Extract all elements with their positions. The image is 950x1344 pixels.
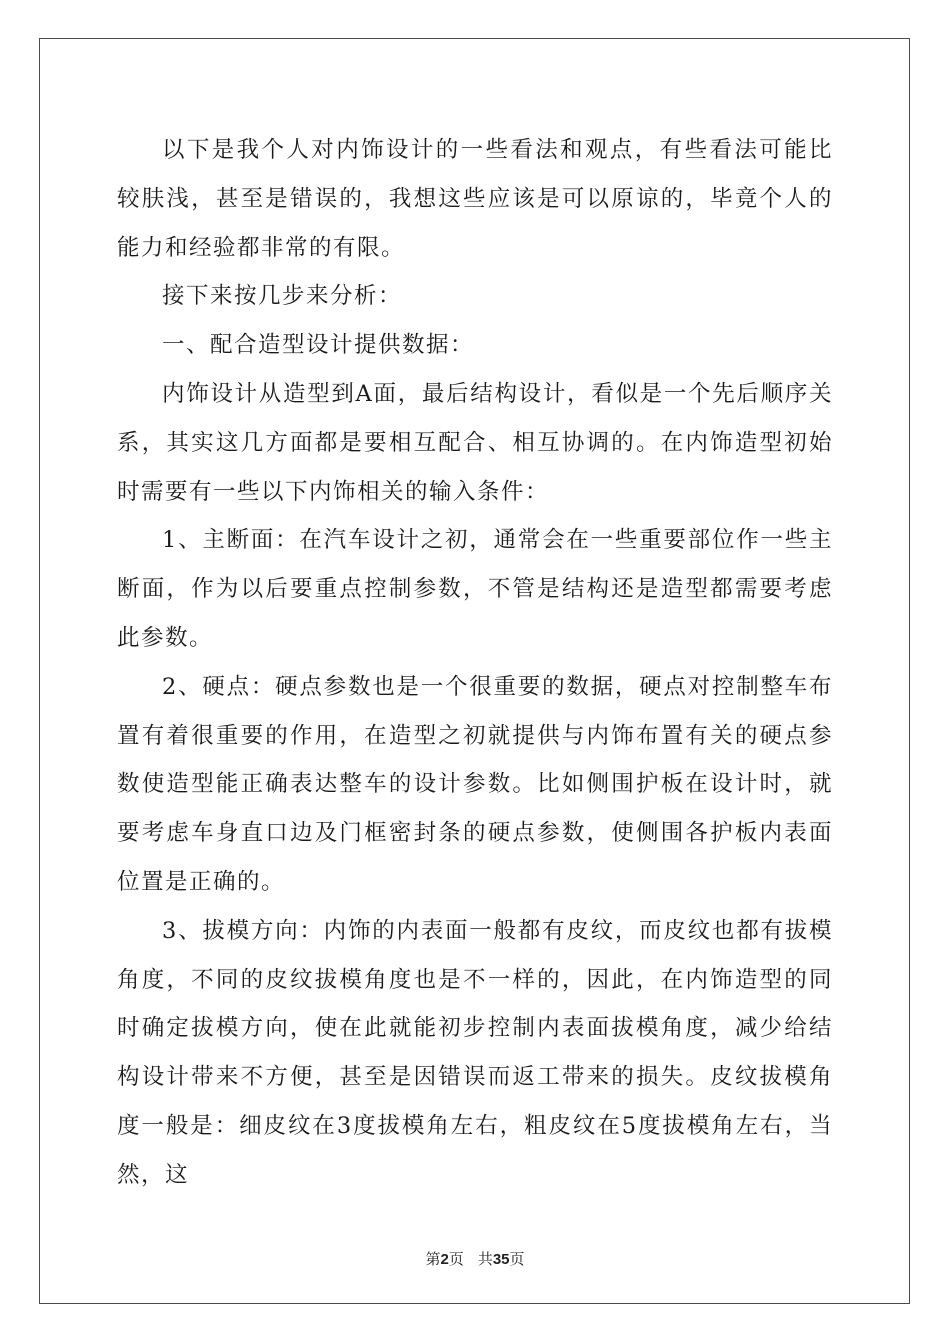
paragraph-hard-points: 2、硬点：硬点参数也是一个很重要的数据，硬点对控制整车布置有着很重要的作用，在造型之初就提供与内饰布置有关的硬点参数使造型能正确表达整车的设计参数。比如侧围护板在设计时，就要考虑车身直口边及门框密封条的硬点参数，使侧围各护板内表面位置是正确的。 <box>117 673 833 895</box>
document-body <box>117 126 833 1200</box>
paragraph-design-flow: 内饰设计从造型到A面，最后结构设计，看似是一个先后顺序关系，其实这几方面都是要相互配合、相互协调的。在内饰造型初始时需要有一些以下内饰相关的输入条件： <box>117 380 833 505</box>
total-prefix: 共 <box>477 1250 493 1268</box>
paragraph-intro: 以下是我个人对内饰设计的一些看法和观点，有些看法可能比较肤浅，甚至是错误的，我想这些应该是可以原谅的，毕竟个人的能力和经验都非常的有限。 <box>117 137 833 261</box>
page-footer <box>0 1248 950 1269</box>
section-heading-1: 一、配合造型设计提供数据： <box>162 332 475 359</box>
paragraph-draft-direction: 3、拔模方向：内饰的内表面一般都有皮纹，而皮纹也都有拔模角度，不同的皮纹拔模角度也是不一样的，因此，在内饰造型的同时确定拔模方向，使在此就能初步控制内表面拔模角度，减少给结构设计带来不方便，甚至是因错误而返工带来的损失。皮纹拔模角度一般是：细皮纹在3度拔模角左右，粗皮纹在5度拔模角左右，当然，这 <box>117 917 833 1188</box>
total-suffix: 页 <box>509 1250 525 1268</box>
page-suffix: 页 <box>448 1250 464 1268</box>
paragraph-steps: 接下来按几步来分析： <box>162 283 403 310</box>
paragraph-main-section: 1、主断面：在汽车设计之初，通常会在一些重要部位作一些主断面，作为以后要重点控制参数，不管是结构还是造型都需要考虑此参数。 <box>117 527 833 651</box>
total-pages: 35 <box>492 1251 510 1268</box>
page-prefix: 第 <box>425 1250 441 1268</box>
page-current: 2 <box>440 1251 449 1268</box>
